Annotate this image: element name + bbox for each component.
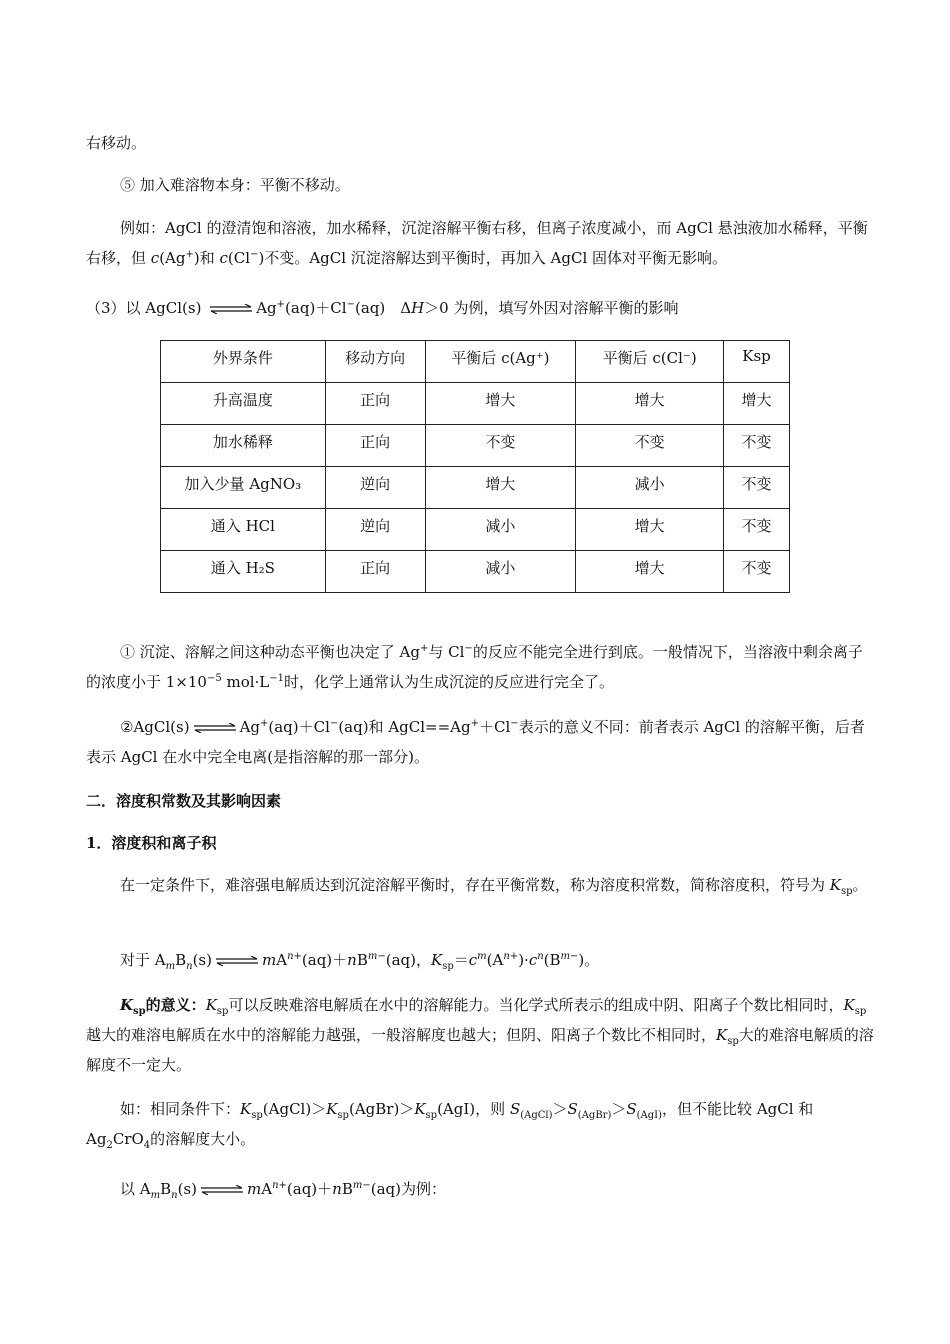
table-cell: 不变 [724, 425, 790, 467]
table-cell: 通入 H₂S [161, 551, 326, 593]
table-cell: 加入少量 AgNO₃ [161, 467, 326, 509]
table-row [161, 425, 790, 467]
subsection-heading: 1．溶度积和离子积 [86, 834, 217, 852]
ksp-significance: $K_{sp}$的意义：$K_{sp}$可以反映难溶电解质在水中的溶解能力。当化学式所表示的组成中阴、阳离子个数比相同时，$K_{sp}$越大的难溶电解质在水中的溶解能力越强，一般溶解度也越大；但阴、阳离子个数比不相同时，$K_{sp}$大的难溶电解质的溶解度不一定大。 [86, 996, 874, 1074]
section-heading: 二．溶度积常数及其影响因素 [86, 792, 282, 810]
table-header: 平衡后 c(Cl⁻) [576, 341, 724, 383]
comparison-example: 如：相同条件下：$K_{sp}(AgCl)>K_{sp}(AgBr)>K_{sp}(AgI)$，则 $S_{(AgCl)}>S_{(AgBr)}>S_{(AgI)}$，但不能比较 AgCl 和 $Ag_2CrO_4$的溶解度大小。 [86, 1100, 814, 1151]
text-line: ⑤ 加入难溶物本身：平衡不移动。 [120, 176, 350, 194]
table-cell: 减小 [425, 509, 576, 551]
note-1: ① 沉淀、溶解之间这种动态平衡也决定了 Ag+与 Cl−的反应不能完全进行到底。一般情况下，当溶液中剩余离子的浓度小于 $1\times 10^{-5}$ $mol\cdot L^{-1}$时，化学上通常认为生成沉淀的反应进行完全了。 [86, 643, 863, 691]
table-cell: 增大 [425, 467, 576, 509]
note-2: ②AgCl(s) Ag+(aq)＋Cl−(aq)和 AgCl==Ag+＋Cl−表示的意义不同：前者表示 AgCl 的溶解平衡，后者表示 AgCl 在水中完全电离(是指溶解的那一部分)。 [86, 718, 865, 766]
table-cell: 正向 [325, 551, 425, 593]
table-cell: 正向 [325, 383, 425, 425]
table-cell: 不变 [425, 425, 576, 467]
table-cell: 增大 [425, 383, 576, 425]
influence-table [160, 340, 790, 593]
table-cell: 增大 [724, 383, 790, 425]
table-cell: 增大 [576, 383, 724, 425]
table-cell: 正向 [325, 425, 425, 467]
table-header-row [161, 341, 790, 383]
table-cell: 不变 [724, 509, 790, 551]
table-cell: 升高温度 [161, 383, 326, 425]
table-row [161, 467, 790, 509]
table-row [161, 383, 790, 425]
table-cell: 不变 [576, 425, 724, 467]
table-header: 外界条件 [161, 341, 326, 383]
equilibrium-arrow-icon [193, 723, 237, 733]
table-row [161, 509, 790, 551]
table-cell: 增大 [576, 551, 724, 593]
table-cell: 减小 [576, 467, 724, 509]
last-line: 以 $A_mB_n(s)$ $mA^{n+}(aq)+nB^{m-}(aq)$为例： [120, 1180, 446, 1201]
equilibrium-arrow-icon [209, 304, 253, 314]
equilibrium-arrow-icon [215, 956, 259, 966]
table-cell: 通入 HCl [161, 509, 326, 551]
text-line: 右移动。 [86, 134, 147, 152]
table-cell: 增大 [576, 509, 724, 551]
table-cell: 逆向 [325, 509, 425, 551]
table-cell: 不变 [724, 551, 790, 593]
example-paragraph: 例如：AgCl 的澄清饱和溶液，加水稀释，沉淀溶解平衡右移，但离子浓度减小，而 AgCl 悬浊液加水稀释，平衡右移，但 c(Ag+)和 c(Cl−)不变。AgCl 沉淀溶解达到平衡时，再加入 AgCl 固体对平衡无影响。 [86, 219, 868, 267]
question-3: （3）以 AgCl(s) Ag+(aq)＋Cl−(aq) ΔH＞0 为例，填写外因对溶解平衡的影响 [86, 299, 679, 317]
ksp-formula: 对于 $A_mB_n(s)$ $mA^{n+}(aq)+nB^{m-}(aq)$，$K_{sp}=c^m(A^{n+})\cdot c^n(B^{m-})$。 [120, 951, 600, 972]
table-header: Ksp [724, 341, 790, 383]
table-cell: 逆向 [325, 467, 425, 509]
table-cell: 减小 [425, 551, 576, 593]
table-cell: 不变 [724, 467, 790, 509]
table-row [161, 551, 790, 593]
equilibrium-arrow-icon [200, 1185, 244, 1195]
table-cell: 加水稀释 [161, 425, 326, 467]
table-header: 平衡后 c(Ag⁺) [425, 341, 576, 383]
table-header: 移动方向 [325, 341, 425, 383]
definition-paragraph: 在一定条件下，难溶强电解质达到沉淀溶解平衡时，存在平衡常数，称为溶度积常数，简称溶度积，符号为 $K_{sp}$。 [120, 876, 868, 897]
